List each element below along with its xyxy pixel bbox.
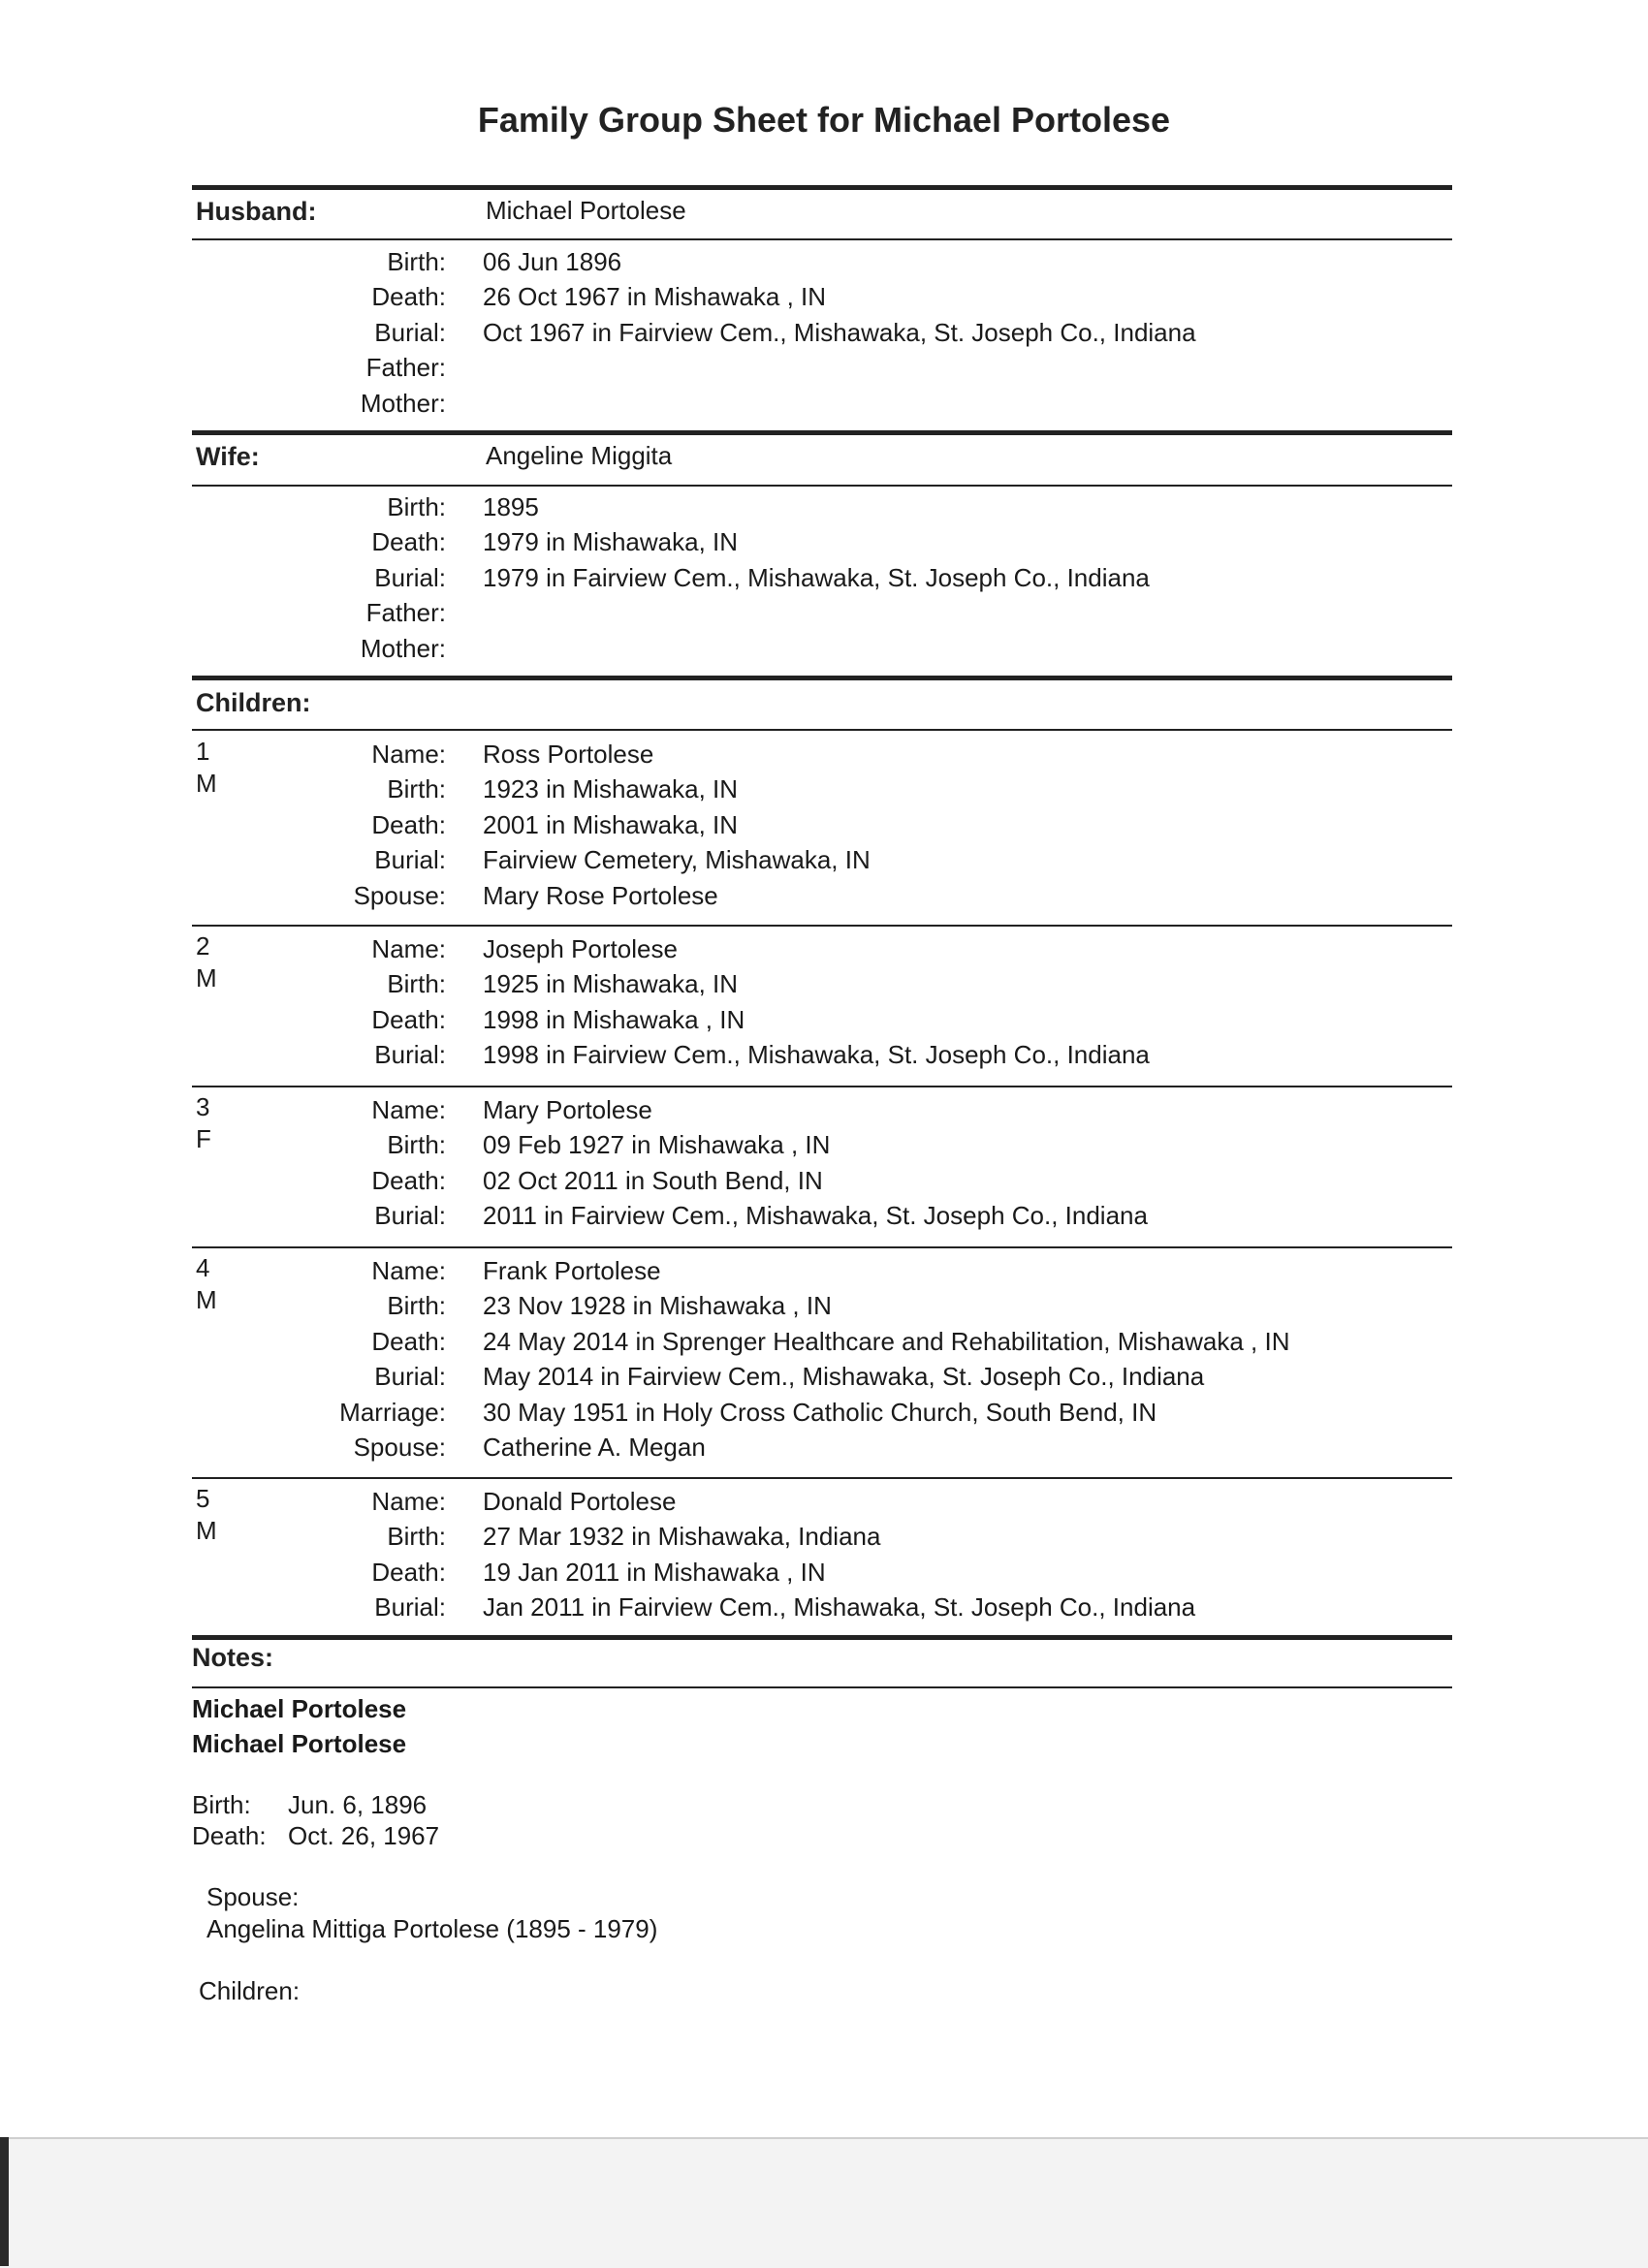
fact-label: Birth: xyxy=(387,1130,446,1160)
fact-value: Jan 2011 in Fairview Cem., Mishawaka, St. Joseph Co., Indiana xyxy=(483,1592,1196,1622)
fact-label: Burial: xyxy=(374,562,446,592)
fact-value: 06 Jun 1896 xyxy=(483,247,622,276)
fact-label: Burial: xyxy=(374,845,446,875)
notes-heading: Notes: xyxy=(192,1643,274,1672)
section-rule xyxy=(192,185,1452,190)
fact-value: 2011 in Fairview Cem., Mishawaka, St. Joseph Co., Indiana xyxy=(483,1201,1148,1231)
notes-death-label: Death: xyxy=(192,1821,267,1850)
fact-label: Name: xyxy=(371,740,446,769)
fact-value: Mary Rose Portolese xyxy=(483,880,718,910)
page-title: Family Group Sheet for Michael Portolese xyxy=(477,100,1171,140)
fact-value: Oct 1967 in Fairview Cem., Mishawaka, St. Joseph Co., Indiana xyxy=(483,317,1196,347)
divider xyxy=(192,1686,1452,1688)
fact-label: Death: xyxy=(371,1326,446,1356)
fact-value: 26 Oct 1967 in Mishawaka , IN xyxy=(483,282,827,312)
husband-heading: Husband: xyxy=(196,197,317,226)
fact-label: Marriage: xyxy=(339,1397,446,1427)
fact-label: Death: xyxy=(371,282,446,312)
fact-value: 1979 in Fairview Cem., Mishawaka, St. Joseph Co., Indiana xyxy=(483,562,1150,592)
fact-label: Name: xyxy=(371,1256,446,1285)
notes-death-value: Oct. 26, 1967 xyxy=(288,1821,440,1850)
fact-value: 1979 in Mishawaka, IN xyxy=(483,527,739,557)
fact-value: 02 Oct 2011 in South Bend, IN xyxy=(483,1165,823,1195)
fact-label: Name: xyxy=(371,1487,446,1516)
wife-name: Angeline Miggita xyxy=(486,441,673,470)
fact-value: 19 Jan 2011 in Mishawaka , IN xyxy=(483,1557,826,1587)
fact-label: Burial: xyxy=(374,1040,446,1070)
notes-birth-value: Jun. 6, 1896 xyxy=(288,1790,428,1819)
scan-background xyxy=(0,2137,1648,2268)
fact-value: 1925 in Mishawaka, IN xyxy=(483,969,739,999)
fact-value: Mary Portolese xyxy=(483,1095,652,1124)
fact-value: Joseph Portolese xyxy=(483,934,678,963)
notes-spouse-label: Spouse: xyxy=(206,1882,300,1911)
fact-label: Birth: xyxy=(387,247,446,276)
divider xyxy=(192,238,1452,240)
child-sex: M xyxy=(196,1516,217,1545)
fact-label: Birth: xyxy=(387,774,446,804)
child-sex: M xyxy=(196,1285,217,1314)
fact-value: 1998 in Mishawaka , IN xyxy=(483,1004,745,1034)
children-heading: Children: xyxy=(196,688,311,717)
fact-value: 1895 xyxy=(483,492,539,521)
fact-label: Death: xyxy=(371,1165,446,1195)
fact-label: Death: xyxy=(371,1004,446,1034)
fact-label: Name: xyxy=(371,934,446,963)
fact-value: Donald Portolese xyxy=(483,1487,677,1516)
wife-heading: Wife: xyxy=(196,442,260,471)
fact-label: Father: xyxy=(365,598,446,628)
fact-label: Birth: xyxy=(387,492,446,521)
child-divider xyxy=(192,925,1452,927)
fact-label: Burial: xyxy=(374,317,446,347)
fact-label: Burial: xyxy=(374,1201,446,1231)
fact-value: 2001 in Mishawaka, IN xyxy=(483,809,739,839)
fact-value: 1923 in Mishawaka, IN xyxy=(483,774,739,804)
child-divider xyxy=(192,1477,1452,1479)
section-rule xyxy=(192,1635,1452,1640)
fact-label: Death: xyxy=(371,809,446,839)
fact-value: 23 Nov 1928 in Mishawaka , IN xyxy=(483,1291,832,1321)
fact-label: Spouse: xyxy=(353,880,446,910)
fact-label: Burial: xyxy=(374,1362,446,1392)
child-divider xyxy=(192,1086,1452,1087)
notes-birth-label: Birth: xyxy=(192,1790,251,1819)
fact-label: Mother: xyxy=(360,388,446,418)
fact-value: Frank Portolese xyxy=(483,1256,661,1285)
fact-label: Mother: xyxy=(360,633,446,663)
fact-value: Catherine A. Megan xyxy=(483,1433,706,1462)
husband-name: Michael Portolese xyxy=(486,196,686,225)
fact-label: Name: xyxy=(371,1095,446,1124)
fact-label: Birth: xyxy=(387,1522,446,1552)
fact-value: May 2014 in Fairview Cem., Mishawaka, St. Joseph Co., Indiana xyxy=(483,1362,1205,1392)
fact-label: Death: xyxy=(371,1557,446,1587)
notes-spouse-value: Angelina Mittiga Portolese (1895 - 1979) xyxy=(206,1914,658,1943)
section-rule xyxy=(192,430,1452,435)
child-sex: M xyxy=(196,963,217,992)
fact-label: Spouse: xyxy=(353,1433,446,1462)
child-number: 5 xyxy=(196,1484,210,1513)
child-sex: M xyxy=(196,769,217,798)
divider xyxy=(192,729,1452,731)
fact-value: 27 Mar 1932 in Mishawaka, Indiana xyxy=(483,1522,881,1552)
section-rule xyxy=(192,676,1452,680)
fact-label: Birth: xyxy=(387,1291,446,1321)
child-divider xyxy=(192,1246,1452,1248)
fact-label: Burial: xyxy=(374,1592,446,1622)
child-number: 2 xyxy=(196,931,210,961)
fact-value: 1998 in Fairview Cem., Mishawaka, St. Joseph Co., Indiana xyxy=(483,1040,1150,1070)
notes-name-2: Michael Portolese xyxy=(192,1729,407,1758)
child-number: 4 xyxy=(196,1253,210,1282)
fact-value: 30 May 1951 in Holy Cross Catholic Church, South Bend, IN xyxy=(483,1397,1157,1427)
fact-label: Father: xyxy=(365,353,446,383)
fact-value: 24 May 2014 in Sprenger Healthcare and Rehabilitation, Mishawaka , IN xyxy=(483,1326,1290,1356)
child-number: 1 xyxy=(196,737,210,766)
scan-edge xyxy=(0,2137,9,2266)
divider xyxy=(192,485,1452,487)
child-number: 3 xyxy=(196,1092,210,1121)
fact-value: Fairview Cemetery, Mishawaka, IN xyxy=(483,845,871,875)
child-sex: F xyxy=(196,1124,211,1153)
notes-name-1: Michael Portolese xyxy=(192,1694,407,1723)
fact-value: Ross Portolese xyxy=(483,740,654,769)
notes-children-label: Children: xyxy=(199,1976,301,2005)
fact-label: Birth: xyxy=(387,969,446,999)
fact-value: 09 Feb 1927 in Mishawaka , IN xyxy=(483,1130,831,1160)
fact-label: Death: xyxy=(371,527,446,557)
